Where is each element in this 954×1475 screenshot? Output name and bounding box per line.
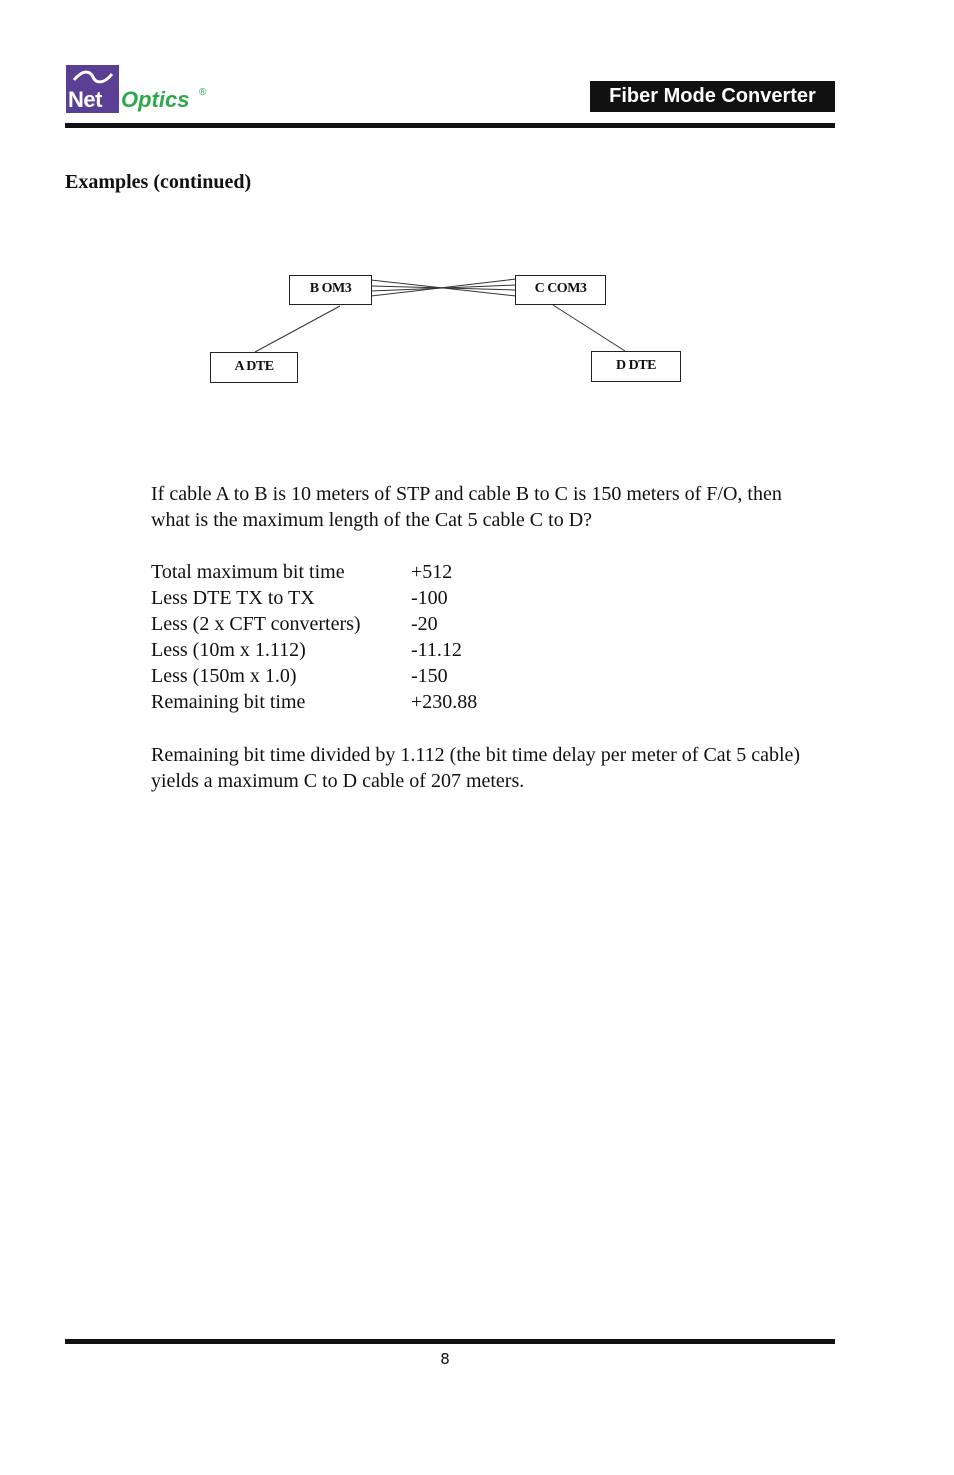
section-heading: Examples (continued) bbox=[65, 171, 252, 193]
page-number: 8 bbox=[440, 1350, 450, 1368]
calc-value: +230.88 bbox=[411, 691, 478, 713]
calc-row bbox=[151, 559, 551, 585]
document-title: Fiber Mode Converter bbox=[590, 81, 835, 112]
network-diagram bbox=[200, 265, 700, 395]
calc-row bbox=[151, 689, 551, 715]
calc-label: Less DTE TX to TX bbox=[151, 587, 315, 609]
question-paragraph: If cable A to B is 10 meters of STP and cable B to C is 150 meters of F/O, then what is the maximum length of the Cat 5 cable C to D? bbox=[151, 483, 782, 531]
calc-label: Remaining bit time bbox=[151, 691, 306, 713]
link-a-b bbox=[255, 306, 340, 352]
calc-row bbox=[151, 663, 551, 689]
node-c-com3: C COM3 bbox=[515, 275, 606, 305]
calc-label: Less (2 x CFT converters) bbox=[151, 613, 361, 635]
calc-value: -20 bbox=[411, 613, 438, 635]
registered-mark: ® bbox=[199, 87, 207, 98]
conclusion-paragraph: Remaining bit time divided by 1.112 (the bit time delay per meter of Cat 5 cable) yields a maximum C to D cable of 207 meters. bbox=[151, 744, 801, 792]
calc-label: Less (10m x 1.112) bbox=[151, 639, 306, 661]
wave-icon bbox=[71, 69, 115, 85]
calc-row bbox=[151, 585, 551, 611]
calc-row bbox=[151, 611, 551, 637]
logo-box bbox=[66, 65, 119, 113]
logo-optics-text: Optics bbox=[121, 87, 190, 112]
calc-row bbox=[151, 637, 551, 663]
calculation-table bbox=[151, 559, 551, 715]
header-rule bbox=[65, 123, 835, 128]
calc-label: Total maximum bit time bbox=[151, 561, 345, 583]
calc-value: -100 bbox=[411, 587, 448, 609]
calc-value: +512 bbox=[411, 561, 453, 583]
logo-net-text: Net bbox=[68, 87, 102, 112]
node-b-om3: B OM3 bbox=[289, 275, 372, 305]
calc-value: -11.12 bbox=[411, 639, 462, 661]
link-c-d bbox=[553, 305, 625, 351]
node-a-dte: A DTE bbox=[210, 352, 298, 383]
calc-label: Less (150m x 1.0) bbox=[151, 665, 297, 687]
net-optics-logo bbox=[66, 65, 226, 115]
footer-rule bbox=[65, 1339, 835, 1344]
node-d-dte: D DTE bbox=[591, 351, 681, 382]
calc-value: -150 bbox=[411, 665, 448, 687]
